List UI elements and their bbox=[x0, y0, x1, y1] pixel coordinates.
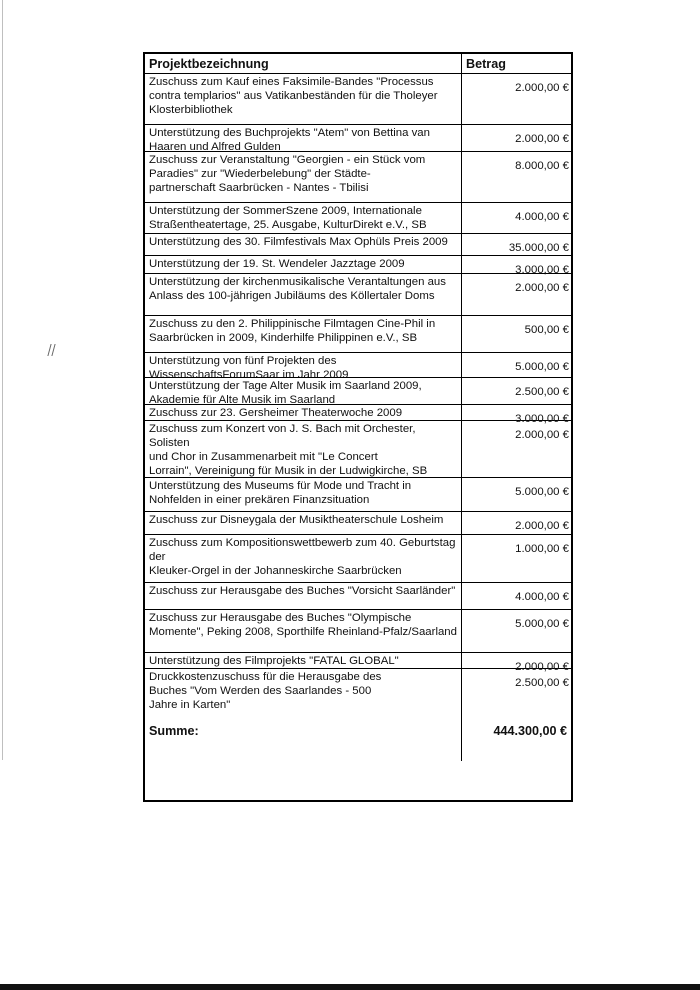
description-line: partnerschaft Saarbrücken - Nantes - Tbilisi bbox=[149, 182, 369, 194]
description-line: Jahre in Karten" bbox=[149, 699, 231, 711]
project-amount: 3.000,00 € bbox=[515, 413, 569, 425]
project-description bbox=[145, 610, 462, 652]
description-line: Unterstützung von fünf Projekten des bbox=[149, 355, 337, 367]
table-row bbox=[145, 512, 571, 535]
project-amount: 2.000,00 € bbox=[515, 661, 569, 673]
project-description bbox=[145, 405, 462, 420]
description-line: Zuschuss zum Kompositionswettbewerb zum 40. Geburtstag bbox=[149, 537, 456, 549]
table-header-row bbox=[145, 54, 571, 74]
project-amount: 5.000,00 € bbox=[515, 486, 569, 498]
project-description bbox=[145, 353, 462, 377]
project-description bbox=[145, 512, 462, 534]
project-amount: 3.000,00 € bbox=[515, 264, 569, 276]
project-description bbox=[145, 274, 462, 315]
description-line: Buches "Vom Werden des Saarlandes - 500 bbox=[149, 685, 372, 697]
description-line: Unterstützung des 30. Filmfestivals Max Ophüls Preis 2009 bbox=[149, 236, 448, 248]
table-row bbox=[145, 405, 571, 425]
table-row bbox=[145, 421, 571, 478]
description-line: Zuschuss zur Disneygala der Musiktheaterschule Losheim bbox=[149, 514, 444, 526]
project-amount: 35.000,00 € bbox=[508, 242, 569, 254]
project-amount: 2.000,00 € bbox=[515, 429, 569, 441]
description-line: Anlass des 100-jährigen Jubiläums des Köllertaler Doms bbox=[149, 290, 435, 302]
project-description bbox=[145, 316, 462, 352]
project-amount: 8.000,00 € bbox=[515, 160, 569, 172]
total-amount: 444.300,00 € bbox=[493, 724, 567, 738]
project-amount: 4.000,00 € bbox=[515, 211, 569, 223]
table-row bbox=[145, 535, 571, 583]
table-row bbox=[145, 256, 571, 274]
description-line: und Chor in Zusammenarbeit mit "Le Concert bbox=[149, 451, 378, 463]
project-amount: 2.000,00 € bbox=[515, 520, 569, 532]
table-row bbox=[145, 353, 571, 378]
description-line: Unterstützung des Filmprojekts "FATAL GLOBAL" bbox=[149, 655, 399, 667]
description-line: Zuschuss zur Herausgabe des Buches "Olympische bbox=[149, 612, 412, 624]
description-line: Unterstützung des Museums für Mode und Tracht in bbox=[149, 480, 412, 492]
description-line: Zuschuss zu den 2. Philippinische Filmtagen Cine-Phil in bbox=[149, 318, 436, 330]
description-line: Solisten bbox=[149, 437, 190, 449]
total-row bbox=[145, 711, 571, 761]
table-row bbox=[145, 378, 571, 405]
project-amount: 4.000,00 € bbox=[515, 591, 569, 603]
description-line: der bbox=[149, 551, 166, 563]
table-row bbox=[145, 669, 571, 711]
project-amount: 5.000,00 € bbox=[515, 618, 569, 630]
total-label: Summe: bbox=[145, 711, 462, 761]
project-description bbox=[145, 535, 462, 582]
description-line: Unterstützung der kirchenmusikalische Verantaltungen aus bbox=[149, 276, 446, 288]
description-line: Nohfelden in einer prekären Finanzsituation bbox=[149, 494, 370, 506]
description-line: Unterstützung der Tage Alter Musik im Saarland 2009, bbox=[149, 380, 422, 392]
project-amount: 2.000,00 € bbox=[515, 282, 569, 294]
description-line: Momente", Peking 2008, Sporthilfe Rheinland-Pfalz/Saarland bbox=[149, 626, 457, 638]
project-description bbox=[145, 74, 462, 124]
description-line: WissenschaftsForumSaar im Jahr 2009 bbox=[149, 369, 349, 377]
funding-table bbox=[143, 52, 573, 802]
project-amount: 2.500,00 € bbox=[515, 677, 569, 689]
description-line: Zuschuss zur 23. Gersheimer Theaterwoche 2009 bbox=[149, 407, 403, 419]
description-line: Kleuker-Orgel in der Johanneskirche Saarbrücken bbox=[149, 565, 402, 577]
description-line: Haaren und Alfred Gulden bbox=[149, 141, 281, 151]
project-description bbox=[145, 256, 462, 273]
description-line: Lorrain", Vereinigung für Musik in der Ludwigkirche, SB bbox=[149, 465, 428, 477]
project-description bbox=[145, 203, 462, 233]
description-line: Unterstützung der 19. St. Wendeler Jazztage 2009 bbox=[149, 258, 405, 270]
project-amount: 5.000,00 € bbox=[515, 361, 569, 373]
description-line: Zuschuss zur Herausgabe des Buches "Vorsicht Saarländer" bbox=[149, 585, 456, 597]
description-line: Unterstützung des Buchprojekts "Atem" von Bettina van bbox=[149, 127, 430, 139]
project-description bbox=[145, 125, 462, 151]
scan-bottom-edge bbox=[0, 984, 700, 990]
table-row bbox=[145, 125, 571, 152]
description-line: Druckkostenzuschuss für die Herausgabe des bbox=[149, 671, 382, 683]
header-description: Projektbezeichnung bbox=[145, 54, 462, 73]
project-amount: 2.000,00 € bbox=[515, 82, 569, 94]
description-line: Zuschuss zur Veranstaltung "Georgien - ein Stück vom bbox=[149, 154, 426, 166]
description-line: Zuschuss zum Konzert von J. S. Bach mit Orchester, bbox=[149, 423, 416, 435]
description-line: Saarbrücken in 2009, Kinderhilfe Philippinen e.V., SB bbox=[149, 332, 418, 344]
project-description bbox=[145, 378, 462, 404]
project-description bbox=[145, 152, 462, 202]
project-description bbox=[145, 583, 462, 609]
description-line: Straßentheatertage, 25. Ausgabe, KulturDirekt e.V., SB bbox=[149, 219, 427, 231]
table-row bbox=[145, 234, 571, 256]
table-row bbox=[145, 316, 571, 353]
scan-edge bbox=[2, 0, 3, 760]
table-row bbox=[145, 152, 571, 203]
project-amount: 1.000,00 € bbox=[515, 543, 569, 555]
table-row bbox=[145, 583, 571, 610]
margin-mark bbox=[47, 344, 55, 356]
table-row bbox=[145, 74, 571, 125]
description-line: contra templarios" aus Vatikanbeständen für die Tholeyer bbox=[149, 90, 438, 102]
table-row bbox=[145, 653, 571, 673]
description-line: Klosterbibliothek bbox=[149, 104, 233, 116]
project-description bbox=[145, 669, 462, 711]
header-amount: Betrag bbox=[466, 57, 506, 71]
project-description bbox=[145, 653, 462, 668]
table-row bbox=[145, 274, 571, 316]
project-amount: 2.500,00 € bbox=[515, 386, 569, 398]
description-line: Akademie für Alte Musik im Saarland bbox=[149, 394, 336, 404]
description-line: Zuschuss zum Kauf eines Faksimile-Bandes "Processus bbox=[149, 76, 434, 88]
description-line: Unterstützung der SommerSzene 2009, Internationale bbox=[149, 205, 422, 217]
project-description bbox=[145, 421, 462, 477]
project-amount: 2.000,00 € bbox=[515, 133, 569, 145]
table-row bbox=[145, 610, 571, 653]
description-line: Paradies" zur "Wiederbelebung" der Städte- bbox=[149, 168, 371, 180]
table-row bbox=[145, 478, 571, 512]
project-amount: 500,00 € bbox=[524, 324, 569, 336]
project-description bbox=[145, 478, 462, 511]
table-row bbox=[145, 203, 571, 234]
project-description bbox=[145, 234, 462, 255]
